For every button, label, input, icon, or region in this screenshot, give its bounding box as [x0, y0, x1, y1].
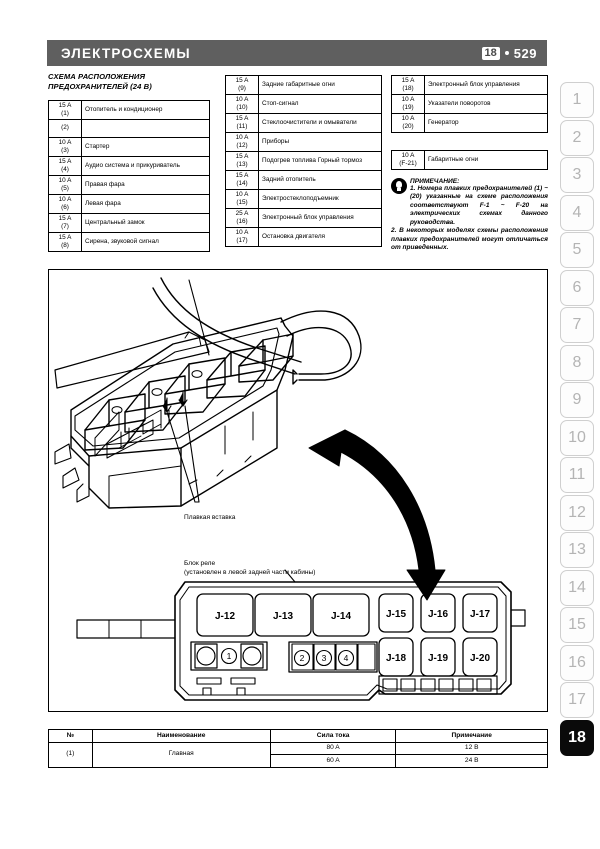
fuse-description: Левая фара	[82, 194, 210, 213]
fuse-description: Электронный блок управления	[259, 209, 382, 228]
fuse-description: Остановка двигателя	[259, 228, 382, 247]
relay-label-j16: J-16	[427, 609, 449, 620]
fuse-rating: 10 A (F-21)	[392, 151, 425, 170]
fuse-row	[226, 114, 382, 133]
fuse-description: Электронный блок управления	[425, 76, 548, 95]
relay-label-j19: J-19	[427, 653, 449, 664]
fuse-description: Правая фара	[82, 175, 210, 194]
fuse-rating: 10 A (6)	[49, 194, 82, 213]
fuse-rating: 10 A (15)	[226, 190, 259, 209]
row-note: 12 В	[396, 742, 548, 755]
fuse-rating: 10 A (12)	[226, 133, 259, 152]
fuse-description	[82, 120, 210, 138]
table-header-row	[49, 730, 548, 743]
column-header: Наименование	[92, 730, 270, 743]
chapter-tab-9[interactable]: 9	[560, 382, 594, 418]
page-title: ЭЛЕКТРОСХЕМЫ	[61, 45, 191, 61]
row-note: 24 В	[396, 755, 548, 768]
fuse-row	[226, 95, 382, 114]
fuse-rating: 15 A (1)	[49, 101, 82, 120]
chapter-tab-5[interactable]: 5	[560, 232, 594, 268]
header-page-indicator	[482, 46, 537, 61]
fuse-row	[49, 213, 210, 232]
relay-block-subtitle: (установлен в левой задней части кабины)	[184, 568, 316, 576]
fuse-description: Стеклоочистители и омыватели	[259, 114, 382, 133]
illustration-drawing	[49, 270, 548, 712]
main-fuse-table	[48, 729, 548, 768]
fuse-row	[49, 137, 210, 156]
fuse-row	[49, 120, 210, 138]
fuse-description: Аудио система и прикуриватель	[82, 156, 210, 175]
fuse-description: Стартер	[82, 137, 210, 156]
relay-label-j12: J-12	[214, 611, 236, 622]
fuse-rating: 10 A (3)	[49, 137, 82, 156]
chapter-tab-15[interactable]: 15	[560, 607, 594, 643]
relay-label-j18: J-18	[385, 653, 407, 664]
fuse-row	[392, 114, 548, 133]
fuse-box-illustration	[48, 269, 548, 712]
page-header	[47, 40, 547, 66]
page-number: 529	[513, 45, 537, 61]
fuse-row	[392, 151, 548, 170]
fuse-description: Подогрев топлива Горный тормоз	[259, 152, 382, 171]
chapter-tab-4[interactable]: 4	[560, 195, 594, 231]
chapter-tab-17[interactable]: 17	[560, 682, 594, 718]
fuse-row	[226, 133, 382, 152]
fuse-table-extra	[391, 150, 548, 170]
circle-number-3: 3	[321, 653, 327, 663]
fuse-row	[226, 152, 382, 171]
relay-label-j15: J-15	[385, 609, 407, 620]
fuse-row	[226, 171, 382, 190]
chapter-tab-14[interactable]: 14	[560, 570, 594, 606]
fuse-description: Сирена, звуковой сигнал	[82, 232, 210, 251]
chapter-tab-8[interactable]: 8	[560, 345, 594, 381]
fuse-rating: 25 A (16)	[226, 209, 259, 228]
section-title: СХЕМА РАСПОЛОЖЕНИЯ ПРЕДОХРАНИТЕЛЕЙ (24 В)	[48, 72, 152, 92]
chapter-tab-7[interactable]: 7	[560, 307, 594, 343]
column-header: Сила тока	[270, 730, 396, 743]
fuse-row	[392, 76, 548, 95]
fuse-description: Задние габаритные огни	[259, 76, 382, 95]
chapter-tab-1[interactable]: 1	[560, 82, 594, 118]
fuse-rating: 10 A (5)	[49, 175, 82, 194]
fuse-table-middle	[225, 75, 382, 247]
note-title: ПРИМЕЧАНИЕ:	[410, 178, 460, 185]
fuse-rating: (2)	[49, 120, 82, 138]
relay-block-label	[184, 560, 315, 577]
fuse-rating: 15 A (18)	[392, 76, 425, 95]
fuse-row	[226, 190, 382, 209]
fuse-row	[392, 95, 548, 114]
fuse-description: Задний отопитель	[259, 171, 382, 190]
fuse-rating: 10 A (10)	[226, 95, 259, 114]
chapter-tab-12[interactable]: 12	[560, 495, 594, 531]
chapter-tab-13[interactable]: 13	[560, 532, 594, 568]
chapter-tab-10[interactable]: 10	[560, 420, 594, 456]
fuse-row	[49, 175, 210, 194]
fuse-description: Указатели поворотов	[425, 95, 548, 114]
row-name: Главная	[92, 742, 270, 767]
note-item-2: 2. В некоторых моделях схемы расположения плавких предохранителей могут отличаться от приведенных.	[391, 227, 548, 252]
fuse-rating: 15 A (4)	[49, 156, 82, 175]
chapter-tab-18[interactable]: 18	[560, 720, 594, 756]
relay-label-j20: J-20	[469, 653, 491, 664]
circle-number-2: 2	[299, 653, 305, 663]
note-block	[391, 177, 548, 253]
chapter-tab-3[interactable]: 3	[560, 157, 594, 193]
note-header	[391, 177, 548, 227]
fuse-rating: 15 A (13)	[226, 152, 259, 171]
relay-label-j17: J-17	[469, 609, 491, 620]
fuse-description: Электростеклоподъемник	[259, 190, 382, 209]
chapter-tab-16[interactable]: 16	[560, 645, 594, 681]
relay-label-j13: J-13	[272, 611, 294, 622]
row-current: 60 A	[270, 755, 396, 768]
fuse-rating: 15 A (14)	[226, 171, 259, 190]
fuse-description: Отопитель и кондиционер	[82, 101, 210, 120]
lightbulb-icon	[391, 178, 407, 194]
row-number: (1)	[49, 742, 93, 767]
fuse-rating: 10 A (20)	[392, 114, 425, 133]
fuse-description: Габаритные огни	[425, 151, 548, 170]
fuse-row	[49, 194, 210, 213]
fuse-description: Центральный замок	[82, 213, 210, 232]
fuse-row	[49, 232, 210, 251]
fuse-rating: 15 A (11)	[226, 114, 259, 133]
fuse-rating: 15 A (9)	[226, 76, 259, 95]
fuse-row	[226, 76, 382, 95]
note-item-1: 1. Номера плавких предохранителей (1) ~ (20) указанные на схеме расположения соответствуют F-1 ~ F-20 на электрических схемах данного руководства.	[410, 185, 548, 226]
fuse-table-left	[48, 100, 210, 252]
relay-label-j14: J-14	[330, 611, 352, 622]
column-header: №	[49, 730, 93, 743]
fuse-row	[226, 209, 382, 228]
fusible-link-label: Плавкая вставка	[184, 514, 236, 521]
fuse-rating: 15 A (8)	[49, 232, 82, 251]
column-header: Примечание	[396, 730, 548, 743]
chapter-number: 18	[482, 47, 500, 60]
fuse-rating: 15 A (7)	[49, 213, 82, 232]
fuse-description: Стоп-сигнал	[259, 95, 382, 114]
separator-dot	[505, 51, 509, 55]
fuse-table-right	[391, 75, 548, 133]
chapter-tab-rail[interactable]	[560, 82, 594, 757]
chapter-tab-2[interactable]: 2	[560, 120, 594, 156]
chapter-tab-6[interactable]: 6	[560, 270, 594, 306]
fuse-row	[49, 101, 210, 120]
fuse-row	[49, 156, 210, 175]
fuse-rating: 10 A (17)	[226, 228, 259, 247]
chapter-tab-11[interactable]: 11	[560, 457, 594, 493]
circle-number-4: 4	[343, 653, 349, 663]
relay-block-title: Блок реле	[184, 560, 216, 567]
table-row	[49, 742, 548, 755]
row-current: 80 A	[270, 742, 396, 755]
fuse-description: Генератор	[425, 114, 548, 133]
fuse-row	[226, 228, 382, 247]
fuse-description: Приборы	[259, 133, 382, 152]
fuse-rating: 10 A (19)	[392, 95, 425, 114]
circle-number-1: 1	[226, 651, 232, 661]
